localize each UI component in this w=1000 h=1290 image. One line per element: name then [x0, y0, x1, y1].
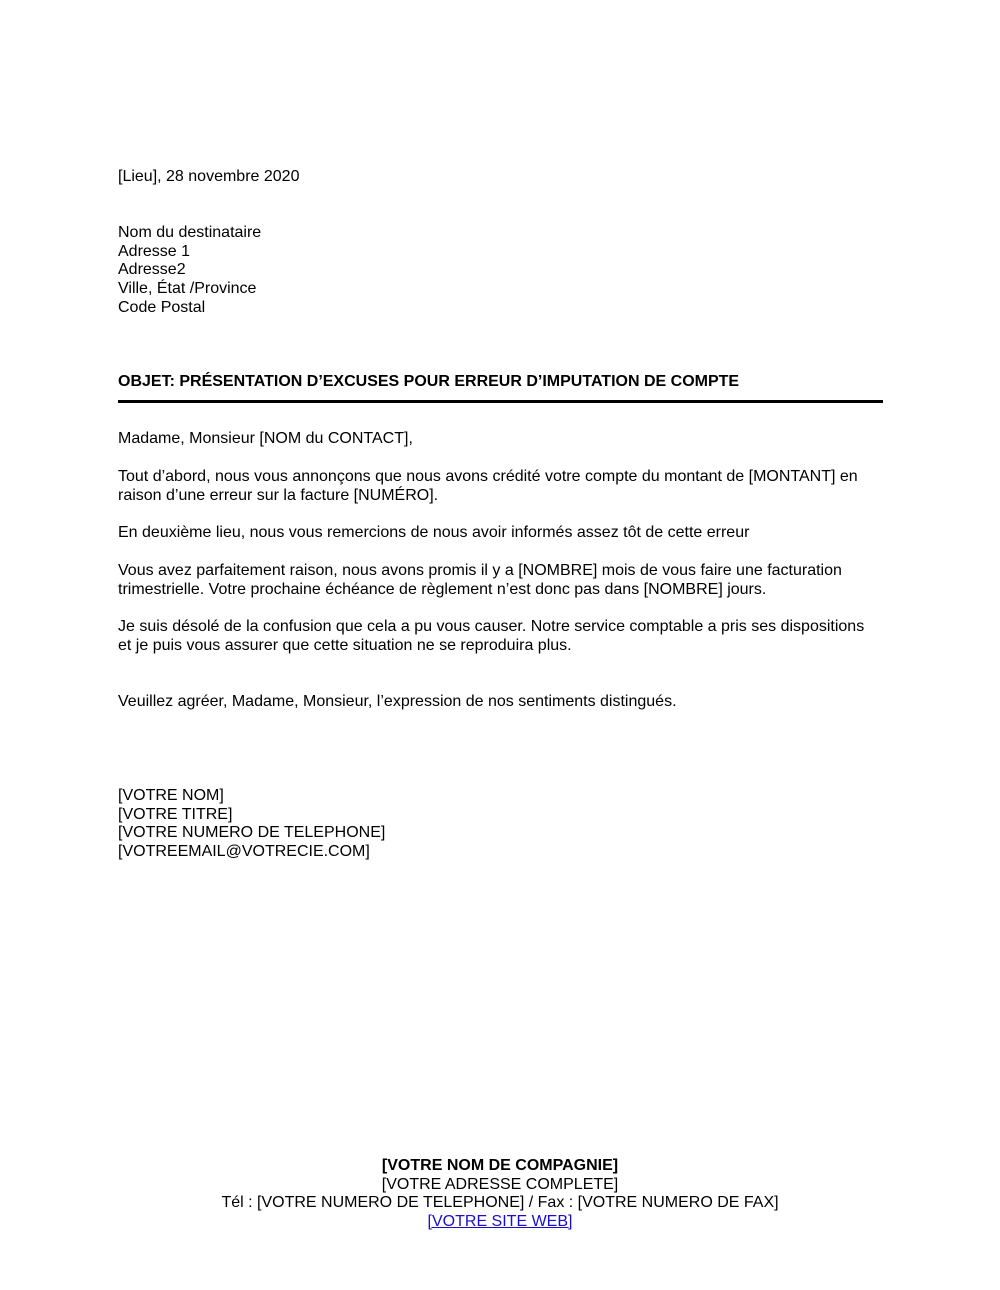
recipient-name: Nom du destinataire [118, 224, 262, 241]
signature-title: [VOTRE TITRE] [118, 805, 233, 823]
closing-text: Veuillez agréer, Madame, Monsieur, l’expression de nos sentiments distingués. [118, 693, 677, 710]
paragraph-4 [118, 618, 888, 655]
closing [118, 693, 888, 712]
paragraph-3 [118, 562, 888, 599]
recipient-city-state: Ville, État /Province [118, 280, 257, 298]
paragraph-3-line-1: Vous avez parfaitement raison, nous avons promis il y a [NOMBRE] mois de vous faire une facturation [118, 562, 842, 579]
signature-name: [VOTRE NOM] [118, 787, 224, 804]
footer-website-link[interactable]: [VOTRE SITE WEB] [427, 1213, 573, 1231]
company-footer [0, 1157, 1000, 1232]
signature-block [118, 787, 888, 862]
paragraph-3-line-2: trimestrielle. Votre prochaine échéance de règlement n’est donc pas dans [NOMBRE] jours. [118, 580, 767, 598]
date-line: [Lieu], 28 novembre 2020 [118, 168, 300, 185]
paragraph-1 [118, 468, 888, 505]
recipient-address1: Adresse 1 [118, 242, 191, 260]
subject-heading [118, 373, 883, 403]
paragraph-1-line-2: raison d’une erreur sur la facture [NUMÉRO]. [118, 486, 439, 504]
recipient-postal-code: Code Postal [118, 298, 206, 316]
signature-phone: [VOTRE NUMERO DE TELEPHONE] [118, 824, 386, 842]
footer-company-name: [VOTRE NOM DE COMPAGNIE] [381, 1157, 619, 1174]
signature-email: [VOTREEMAIL@VOTRECIE.COM] [118, 843, 370, 861]
salutation [118, 430, 888, 449]
subject-text: OBJET: PRÉSENTATION D’EXCUSES POUR ERREUR D’IMPUTATION DE COMPTE [118, 373, 740, 390]
recipient-address2: Adresse2 [118, 261, 186, 279]
paragraph-2-line-1: En deuxième lieu, nous vous remercions de nous avoir informés assez tôt de cette erreur [118, 524, 750, 541]
letter-date [118, 168, 888, 187]
recipient-address [118, 224, 888, 318]
paragraph-4-line-2: et je puis vous assurer que cette situation ne se reproduira plus. [118, 636, 572, 654]
salutation-text: Madame, Monsieur [NOM du CONTACT], [118, 430, 413, 447]
footer-address: [VOTRE ADRESSE COMPLETE] [381, 1175, 619, 1193]
paragraph-4-line-1: Je suis désolé de la confusion que cela a pu vous causer. Notre service comptable a pris ses dispositions [118, 618, 865, 635]
footer-contact: Tél : [VOTRE NUMERO DE TELEPHONE] / Fax : [VOTRE NUMERO DE FAX] [221, 1194, 779, 1212]
paragraph-2 [118, 524, 888, 543]
paragraph-1-line-1: Tout d’abord, nous vous annonçons que nous avons crédité votre compte du montant de [MONTANT] en [118, 468, 858, 485]
